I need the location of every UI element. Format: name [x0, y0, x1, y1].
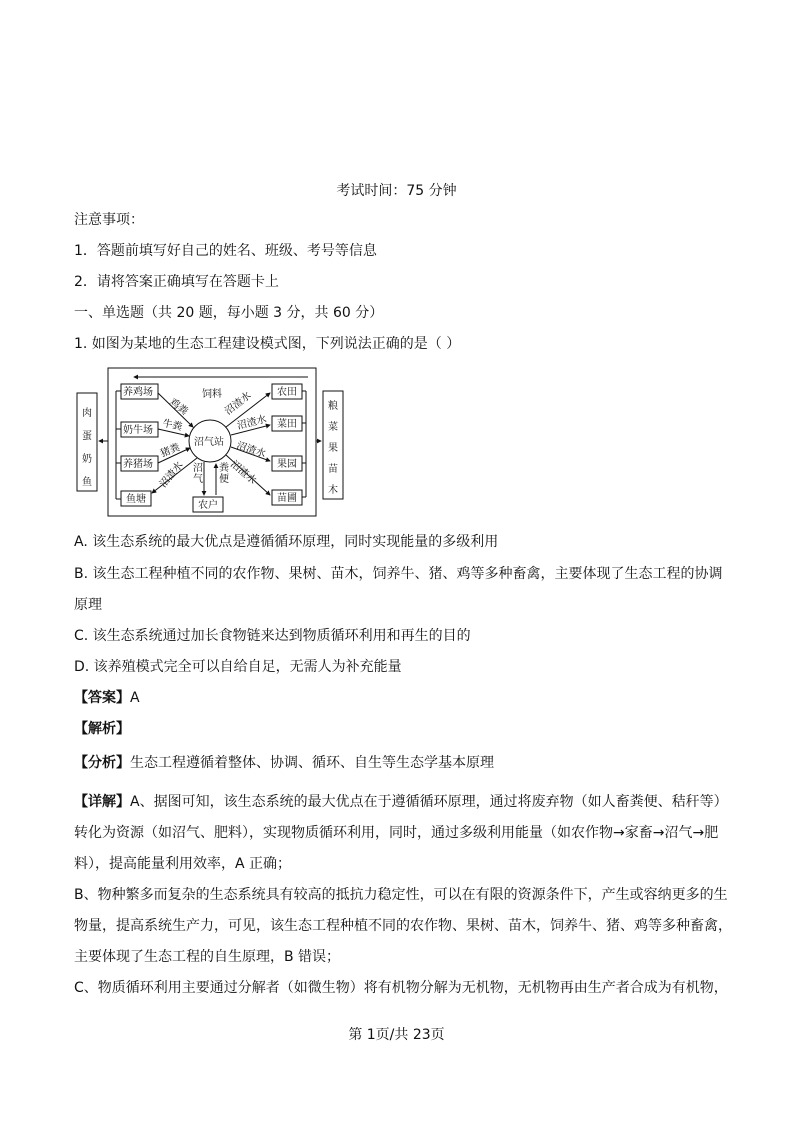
question-1-stem: 1. 如图为某地的生态工程建设模式图，下列说法正确的是（ ）	[74, 336, 461, 352]
node-orchard-label: 果园	[277, 459, 297, 470]
node-biogas-station-label: 沼气站	[194, 437, 224, 448]
answer-line	[74, 689, 140, 707]
right-label-char: 木	[328, 485, 338, 496]
arrow-label-residue-water-1: 沼渣水	[223, 390, 254, 418]
detail-line	[74, 793, 728, 811]
eco-engineering-diagram	[76, 363, 346, 519]
biogas-char: 气	[193, 474, 203, 485]
fenxi-text: 生态工程遵循着整体、协调、循环、自生等生态学基本原理	[130, 755, 494, 771]
left-label-char: 鱼	[82, 477, 92, 488]
node-dairy-farm-label: 奶牛场	[123, 425, 153, 436]
detail-line: 料），提高能量利用效率，A 正确；	[74, 856, 292, 872]
analysis-tag: 【解析】	[74, 721, 130, 737]
section-title: 一、单选题（共 20 题，每小题 3 分，共 60 分）	[74, 305, 384, 321]
exam-time: 考试时间：75 分钟	[336, 183, 457, 199]
node-vegetable-field-label: 菜田	[277, 419, 297, 430]
detail-text: A、据图可知，该生态系统的最大优点在于遵循循环原理，通过将废弃物（如人畜粪便、秸秆等）	[130, 794, 728, 810]
detail-line: B、物种繁多而复杂的生态系统具有较高的抵抗力稳定性，可以在有限的资源条件下，产生或容纳更多的生	[74, 887, 728, 903]
arrow-label-residue-water-3: 沼渣水	[235, 440, 268, 461]
option-d: D. 该养殖模式完全可以自给自足，无需人为补充能量	[74, 659, 402, 675]
node-pig-farm-label: 养猪场	[123, 459, 153, 470]
notice-item-2: 2．请将答案正确填写在答题卡上	[74, 274, 279, 290]
fenxi-tag: 【分析】	[74, 755, 130, 771]
node-fishpond-label: 鱼塘	[126, 494, 146, 505]
left-label-char: 肉	[82, 408, 92, 419]
arrow-label-cow-manure: 牛粪	[161, 418, 184, 434]
detail-line: C、物质循环利用主要通过分解者（如微生物）将有机物分解为无机物，无机物再由生产者合成为有机物，	[74, 980, 728, 996]
right-label-char: 果	[328, 443, 338, 454]
node-farmer-label: 农户	[198, 500, 218, 511]
arrow-label-residue-water-2: 沼渣水	[236, 413, 268, 432]
arrow-label-fishpond-residue: 沼渣水	[157, 459, 186, 490]
node-chicken-farm-label: 养鸡场	[123, 387, 153, 398]
arrow-label-pig-manure: 猪粪	[159, 442, 182, 460]
manure-char: 粪	[219, 463, 229, 474]
option-b-line-1: B. 该生态工程种植不同的农作物、果树、苗木，饲养牛、猪、鸡等多种畜禽，主要体现了生态工程的协调	[74, 566, 723, 582]
right-label-char: 菜	[328, 422, 338, 433]
fenxi-line	[74, 754, 494, 772]
left-label-char: 奶	[82, 454, 92, 465]
manure-char: 便	[219, 474, 229, 485]
notice-title: 注意事项：	[74, 212, 144, 228]
node-nursery-label: 苗圃	[277, 493, 297, 504]
notice-item-1: 1．答题前填写好自己的姓名、班级、考号等信息	[74, 243, 377, 259]
detail-tag: 【详解】	[74, 794, 130, 810]
right-label-char: 苗	[328, 464, 338, 475]
node-farmland-label: 农田	[277, 387, 297, 398]
page-footer: 第 1页/共 23页	[348, 1027, 445, 1043]
option-a: A. 该生态系统的最大优点是遵循循环原理，同时实现能量的多级利用	[74, 534, 499, 550]
option-b-line-2: 原理	[74, 597, 102, 613]
option-c: C. 该生态系统通过加长食物链来达到物质循环利用和再生的目的	[74, 628, 471, 644]
detail-line: 主要体现了生态工程的自生原理，B 错误；	[74, 949, 341, 965]
answer-value: A	[130, 690, 140, 706]
biogas-char: 沼	[193, 463, 203, 474]
feed-label: 饲料	[202, 389, 222, 400]
detail-line: 物量，提高系统生产力，可见，该生态工程种植不同的农作物、果树、苗木，饲养牛、猪、鸡等多种畜禽，	[74, 918, 732, 934]
arrow-label-chicken-manure: 鸡粪	[167, 396, 190, 418]
left-label-char: 蛋	[82, 431, 92, 442]
arrow-label-residue-water-4: 沼渣水	[228, 458, 259, 487]
detail-line: 转化为资源（如沼气、肥料），实现物质循环利用，同时，通过多级利用能量（如农作物→家畜→沼气→肥	[74, 825, 719, 841]
answer-tag: 【答案】	[74, 690, 130, 706]
right-label-char: 粮	[328, 401, 338, 412]
